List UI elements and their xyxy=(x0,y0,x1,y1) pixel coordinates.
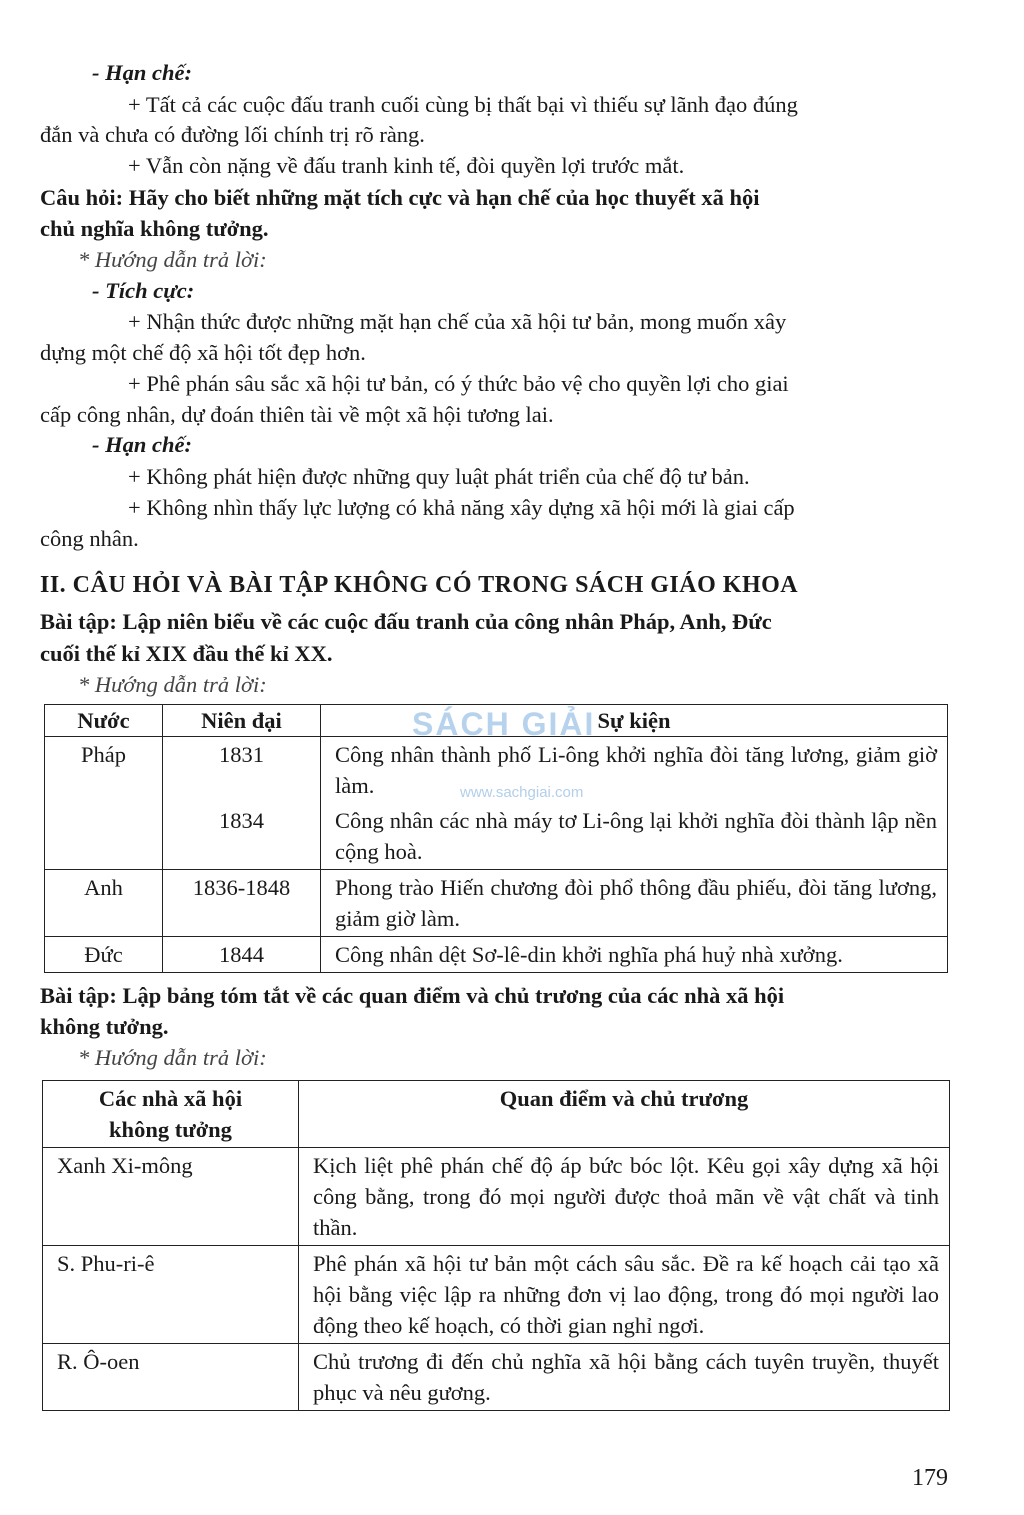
table-row xyxy=(43,1344,950,1411)
thinker-name-cell: Xanh Xi-mông xyxy=(43,1148,299,1246)
column-header-country: Nước xyxy=(45,705,163,737)
answer-guide-label: * Hướng dẫn trả lời: xyxy=(78,672,267,697)
exercise-1-line-2: cuối thế kỉ XIX đầu thế kỉ XX. xyxy=(40,641,333,666)
tich-cuc-item-2-cont: cấp công nhân, dự đoán thiên tài về một xã hội tương lai. xyxy=(40,402,554,427)
event-cell: Phong trào Hiến chương đòi phổ thông đầu phiếu, đòi tăng lương, giảm giờ làm. xyxy=(321,870,948,937)
year-cell: 1831 xyxy=(163,737,321,804)
column-header-thinkers xyxy=(43,1081,299,1148)
views-cell: Chủ trương đi đến chủ nghĩa xã hội bằng cách tuyên truyền, thuyết phục và nêu gương. xyxy=(299,1344,950,1411)
han-che-label-2: - Hạn chế: xyxy=(92,432,192,457)
tich-cuc-item-1: + Nhận thức được những mặt hạn chế của xã hội tư bản, mong muốn xây xyxy=(128,309,787,334)
table-row xyxy=(43,1148,950,1246)
country-cell xyxy=(45,803,163,870)
han-che-item-1-cont: đắn và chưa có đường lối chính trị rõ ràng. xyxy=(40,122,425,147)
table-row xyxy=(45,870,948,937)
thinker-name-cell: R. Ô-oen xyxy=(43,1344,299,1411)
han-che-label: - Hạn chế: xyxy=(92,60,192,85)
table-row xyxy=(45,803,948,870)
views-cell: Kịch liệt phê phán chế độ áp bức bóc lột. Kêu gọi xây dựng xã hội công bằng, trong đó mọi người được thoả mãn về vật chất và tinh thần. xyxy=(299,1148,950,1246)
utopian-socialists-table xyxy=(42,1080,950,1411)
worker-struggles-table xyxy=(44,704,948,973)
column-header-event: Sự kiện xyxy=(321,705,948,737)
year-cell: 1844 xyxy=(163,937,321,973)
country-cell: Pháp xyxy=(45,737,163,804)
question-1-line-1: Câu hỏi: Hãy cho biết những mặt tích cực và hạn chế của học thuyết xã hội xyxy=(40,185,760,210)
thinker-name-cell: S. Phu-ri-ê xyxy=(43,1246,299,1344)
han-che-2-item-2-cont: công nhân. xyxy=(40,526,139,551)
tich-cuc-label: - Tích cực: xyxy=(92,278,195,303)
answer-guide-label: * Hướng dẫn trả lời: xyxy=(78,1045,267,1070)
page-number: 179 xyxy=(912,1465,948,1491)
table-header-row xyxy=(43,1081,950,1148)
column-header-views: Quan điểm và chủ trương xyxy=(299,1081,950,1148)
country-cell: Đức xyxy=(45,937,163,973)
tich-cuc-item-2: + Phê phán sâu sắc xã hội tư bản, có ý thức bảo vệ cho quyền lợi cho giai xyxy=(128,371,789,396)
exercise-1-line-1: Bài tập: Lập niên biểu về các cuộc đấu tranh của công nhân Pháp, Anh, Đức xyxy=(40,609,772,634)
answer-guide-label: * Hướng dẫn trả lời: xyxy=(78,247,267,272)
column-header-year: Niên đại xyxy=(163,705,321,737)
table-row xyxy=(43,1246,950,1344)
tich-cuc-item-1-cont: dựng một chế độ xã hội tốt đẹp hơn. xyxy=(40,340,366,365)
column-header-thinkers-line-2: không tưởng xyxy=(109,1117,232,1142)
han-che-2-item-1: + Không phát hiện được những quy luật phát triển của chế độ tư bản. xyxy=(128,464,750,489)
exercise-2-line-1: Bài tập: Lập bảng tóm tắt về các quan điểm và chủ trương của các nhà xã hội xyxy=(40,983,785,1008)
han-che-2-item-2: + Không nhìn thấy lực lượng có khả năng xây dựng xã hội mới là giai cấp xyxy=(128,495,795,520)
exercise-2-line-2: không tưởng. xyxy=(40,1014,169,1039)
year-cell: 1834 xyxy=(163,803,321,870)
watermark-url: www.sachgiai.com xyxy=(460,784,584,801)
year-cell: 1836-1848 xyxy=(163,870,321,937)
views-cell: Phê phán xã hội tư bản một cách sâu sắc. Đề ra kế hoạch cải tạo xã hội bằng việc lập ra những đơn vị lao động, trong đó mọi người lao động theo kế hoạch, có thời gian nghỉ ngơi. xyxy=(299,1246,950,1344)
question-1-line-2: chủ nghĩa không tưởng. xyxy=(40,216,269,241)
han-che-item-2: + Vẫn còn nặng về đấu tranh kinh tế, đòi quyền lợi trước mắt. xyxy=(128,153,685,178)
watermark-logo: SÁCH GIẢI xyxy=(412,706,596,742)
country-cell: Anh xyxy=(45,870,163,937)
table-row xyxy=(45,937,948,973)
section-2-heading: II. CÂU HỎI VÀ BÀI TẬP KHÔNG CÓ TRONG SÁCH GIÁO KHOA xyxy=(40,572,799,598)
column-header-thinkers-line-1: Các nhà xã hội xyxy=(98,1086,243,1111)
event-cell: Công nhân các nhà máy tơ Li-ông lại khởi nghĩa đòi thành lập nền cộng hoà. xyxy=(321,803,948,870)
event-cell: Công nhân thành phố Li-ông khởi nghĩa đòi tăng lương, giảm giờ làm. xyxy=(321,737,948,804)
event-cell: Công nhân dệt Sơ-lê-din khởi nghĩa phá huỷ nhà xưởng. xyxy=(321,937,948,973)
han-che-item-1: + Tất cả các cuộc đấu tranh cuối cùng bị thất bại vì thiếu sự lãnh đạo đúng xyxy=(128,92,798,117)
